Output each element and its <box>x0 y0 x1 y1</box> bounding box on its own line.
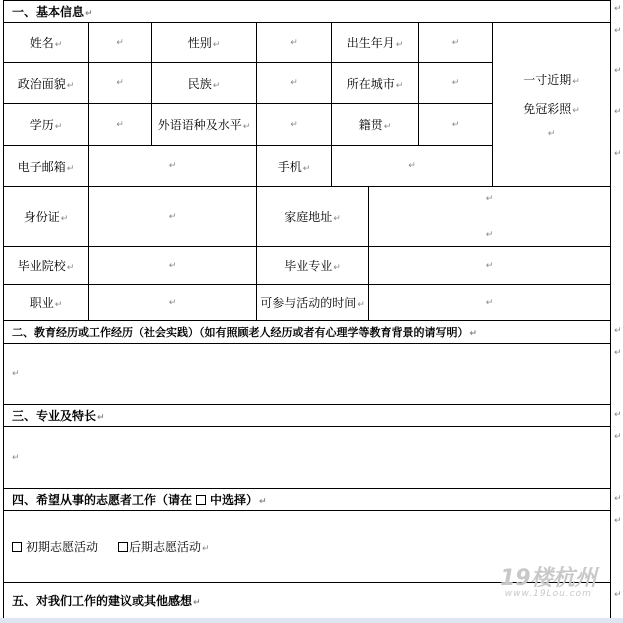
label-text: 毕业院校 ↵ <box>18 257 75 274</box>
label-text: 性别 ↵ <box>188 34 221 51</box>
section-2-input[interactable]: ↵ <box>3 343 611 405</box>
input-school[interactable]: ↵ <box>88 246 257 285</box>
label-text: 所在城市 ↵ <box>347 75 404 92</box>
label-text: 电子邮箱 ↵ <box>18 158 75 175</box>
input-education[interactable]: ↵ <box>88 103 152 146</box>
section-2-header <box>3 320 611 344</box>
label-birth <box>331 22 419 63</box>
input-language[interactable]: ↵ <box>256 103 332 146</box>
label-text: 身份证 ↵ <box>24 208 69 225</box>
label-text: 家庭地址 ↵ <box>284 208 341 225</box>
label-major <box>256 246 369 285</box>
photo-cell[interactable]: 一寸近期 ↵ 免冠彩照 ↵ ↵ <box>492 22 611 187</box>
input-birth[interactable]: ↵ <box>418 22 493 63</box>
photo-line-2: 免冠彩照 ↵ <box>523 100 580 117</box>
input-address[interactable]: ↵ ↵ <box>368 186 611 247</box>
input-email[interactable]: ↵ <box>88 145 257 187</box>
label-id-card <box>3 186 89 247</box>
input-name[interactable]: ↵ <box>88 22 152 63</box>
label-address <box>256 186 369 247</box>
label-available-time <box>256 284 369 321</box>
label-politics <box>3 62 89 104</box>
option-1-checkbox[interactable] <box>12 542 22 552</box>
label-text: 学历 ↵ <box>30 116 63 133</box>
option-2-checkbox[interactable] <box>118 542 128 552</box>
label-text: 民族 ↵ <box>188 75 221 92</box>
section-5-title: 五、对我们工作的建议或其他感想 ↵ <box>12 592 201 609</box>
input-native-place[interactable]: ↵ <box>418 103 493 146</box>
input-job[interactable]: ↵ <box>88 284 257 321</box>
label-gender <box>151 22 257 63</box>
label-school <box>3 246 89 285</box>
section-1-header <box>3 0 611 23</box>
input-available-time[interactable]: ↵ <box>368 284 611 321</box>
section-3-header <box>3 404 611 427</box>
input-phone[interactable]: ↵ <box>331 145 493 187</box>
label-text: 籍贯 ↵ <box>359 116 392 133</box>
section-1-title: 一、基本信息 ↵ <box>12 3 93 20</box>
label-name <box>3 22 89 63</box>
label-job <box>3 284 89 321</box>
option-2-label: 后期志愿活动 ↵ <box>129 538 210 555</box>
label-text: 政治面貌 ↵ <box>18 75 75 92</box>
section-2-title: 二、教育经历或工作经历（社会实践）（如有照顾老人经历或者有心理学等教育背景的请写明） ↵ <box>12 324 477 340</box>
label-text: 外语语种及水平 ↵ <box>158 116 251 133</box>
label-education <box>3 103 89 146</box>
label-text: 毕业专业 ↵ <box>284 257 341 274</box>
input-politics[interactable]: ↵ <box>88 62 152 104</box>
label-ethnicity <box>151 62 257 104</box>
label-language <box>151 103 257 146</box>
label-text: 姓名 ↵ <box>30 34 63 51</box>
section-3-title: 三、专业及特长 ↵ <box>12 407 105 424</box>
watermark-logo-text: 19楼杭州 <box>500 566 597 591</box>
input-major[interactable]: ↵ <box>368 246 611 285</box>
section-4-title: 四、希望从事的志愿者工作（请在 <box>12 493 193 507</box>
watermark-logo <box>500 568 597 599</box>
label-native-place <box>331 103 419 146</box>
watermark-url: www.19Lou.com <box>504 589 592 599</box>
window-bottom-edge <box>0 618 623 623</box>
input-city[interactable]: ↵ <box>418 62 493 104</box>
section-4-header <box>3 488 611 511</box>
label-email <box>3 145 89 187</box>
label-city <box>331 62 419 104</box>
input-ethnicity[interactable]: ↵ <box>256 62 332 104</box>
input-id-card[interactable]: ↵ <box>88 186 257 247</box>
label-text: 职业 ↵ <box>30 294 63 311</box>
checkbox-icon <box>196 495 206 505</box>
option-1-label: 初期志愿活动 <box>26 540 99 554</box>
section-3-input[interactable]: ↵ <box>3 426 611 489</box>
label-text: 可参与活动的时间 ↵ <box>260 294 365 311</box>
section-4-title-end: 中选择） ↵ <box>210 491 267 508</box>
input-gender[interactable]: ↵ <box>256 22 332 63</box>
label-text: 出生年月 ↵ <box>347 34 404 51</box>
photo-line-1: 一寸近期 ↵ <box>523 71 580 88</box>
label-phone <box>256 145 332 187</box>
label-text: 手机 ↵ <box>278 158 311 175</box>
